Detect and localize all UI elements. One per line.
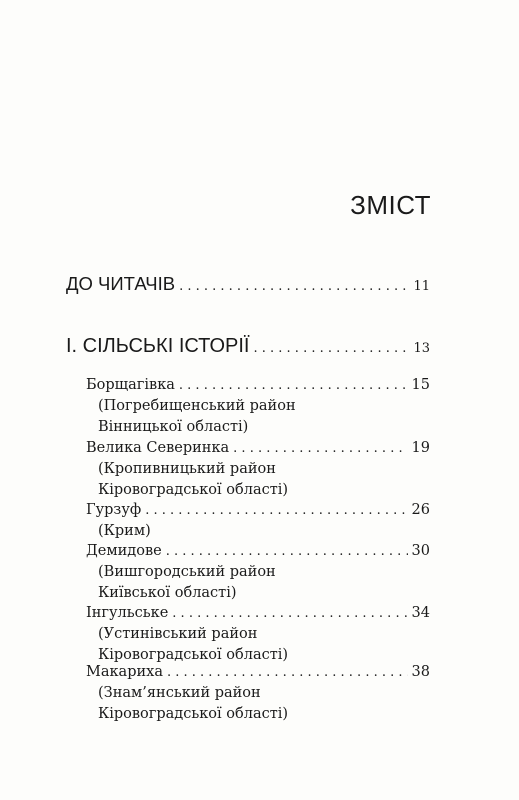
entry-page: 19 bbox=[411, 440, 430, 456]
entry-page: 26 bbox=[411, 502, 430, 518]
entry-name: Інгульське bbox=[86, 605, 169, 621]
front-matter-label: ДО ЧИТАЧІВ bbox=[66, 273, 176, 294]
entry-region: (Вишгородський район bbox=[98, 564, 276, 580]
entry-name: Демидове bbox=[86, 543, 162, 559]
dot-leader bbox=[179, 375, 408, 396]
entry-name: Макариха bbox=[86, 664, 163, 680]
toc-entry[interactable] bbox=[86, 662, 430, 725]
toc-front-matter-row[interactable] bbox=[66, 273, 430, 295]
toc-entry[interactable] bbox=[86, 438, 430, 501]
dot-leader bbox=[179, 279, 409, 294]
entry-page: 15 bbox=[411, 377, 430, 393]
dot-leader bbox=[166, 541, 408, 562]
entry-region: (Устинівський район bbox=[98, 626, 258, 642]
dot-leader bbox=[233, 438, 407, 459]
entry-region: (Кропивницький район bbox=[98, 461, 276, 477]
dot-leader bbox=[253, 341, 409, 356]
entry-name: Гурзуф bbox=[86, 502, 142, 518]
front-matter-page: 11 bbox=[413, 279, 430, 294]
entry-name: Борщагівка bbox=[86, 377, 175, 393]
section-label: І. СІЛЬСЬКІ ІСТОРІЇ bbox=[66, 335, 250, 357]
entry-region: Кіровоградської області) bbox=[98, 706, 289, 722]
entry-name: Велика Северинка bbox=[86, 440, 230, 456]
toc-title: ЗМІСТ bbox=[350, 190, 431, 220]
section-page: 13 bbox=[413, 341, 430, 356]
entry-region: Київської області) bbox=[98, 585, 237, 601]
entry-region: (Крим) bbox=[98, 523, 151, 539]
entry-region: Кіровоградської області) bbox=[98, 647, 289, 663]
entry-page: 30 bbox=[411, 543, 430, 559]
entry-page: 38 bbox=[411, 664, 430, 680]
entry-region: Вінницької області) bbox=[98, 419, 249, 435]
entry-page: 34 bbox=[411, 605, 430, 621]
toc-entry[interactable] bbox=[86, 375, 430, 438]
dot-leader bbox=[167, 662, 408, 683]
entry-region: Кіровоградської області) bbox=[98, 482, 289, 498]
dot-leader bbox=[172, 603, 407, 624]
toc-entry[interactable] bbox=[86, 500, 430, 542]
entry-region: (Погребищенський район bbox=[98, 398, 296, 414]
toc-section-row[interactable] bbox=[66, 335, 430, 358]
dot-leader bbox=[145, 500, 407, 521]
toc-entry[interactable] bbox=[86, 603, 430, 666]
toc-entry[interactable] bbox=[86, 541, 430, 604]
entry-region: (Знам’янський район bbox=[98, 685, 261, 701]
